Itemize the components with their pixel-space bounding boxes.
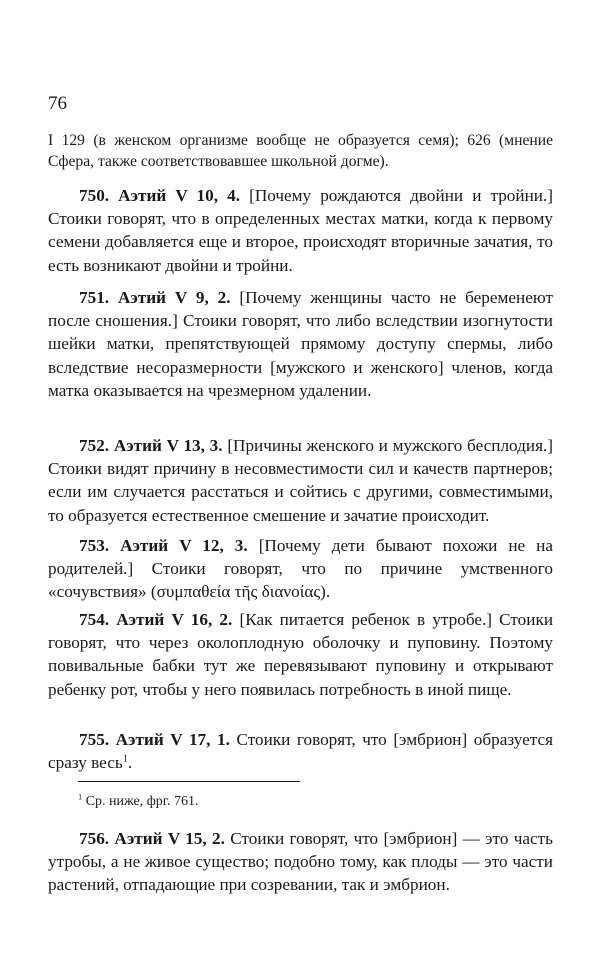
footnote-mark: 1 <box>78 792 83 802</box>
fragment-text: Стоики говорят, что [эмбрион] — это часть утробы, а не живое существо; подобно тому, как плоды — это части растений, отпадающие при созревании, так и эмбрион. <box>48 829 553 895</box>
footnote <box>78 792 478 812</box>
fragment-number: 756. Аэтий V 15, 2. <box>79 829 225 848</box>
lead-paragraph: I 129 (в женском организме вообще не образуется семя); 626 (мнение Сфера, также соответствовавшее школьной догме). <box>48 132 553 170</box>
fragment-number: 750. Аэтий V 10, 4. <box>79 186 240 205</box>
fragment-text: Стоики говорят, что [эмбрион] образуется сразу весь <box>48 730 554 773</box>
fragment-text: [Как питается ребенок в утробе.] Стоики говорят, что через околоплодную оболочку и пуповину. Поэтому повивальные бабки тут же перевязывают пуповину и открывают ребенку рот, чтобы у него появилась потребность в иной пище. <box>48 610 554 699</box>
fragment-number: 755. Аэтий V 17, 1. <box>79 730 230 749</box>
fragment-text: [Почему рождаются двойни и тройни.] Стоики говорят, что в определенных местах матки, когда к первому семени добавляется еще и второе, происходят вторичные зачатия, то есть возникают двойни и тройни. <box>48 186 553 275</box>
fragment-751 <box>48 286 553 402</box>
fragment-text: [Почему женщины часто не беременеют после сношения.] Стоики говорят, что либо вследствии изогнутости шейки матки, препятствующей прямому доступу спермы, либо вследствие несоразмерности [мужского и женского] членов, когда матка оказывается на чрезмерном удалении. <box>48 288 553 400</box>
footnote-text: Ср. ниже, фрг. 761. <box>85 794 199 809</box>
fragment-number: 752. Аэтий V 13, 3. <box>79 436 223 455</box>
fragment-755: 755. Аэтий V 17, 1. Стоики говорят, что [эмбрион] образуется сразу весь$^1$. <box>48 730 554 773</box>
page-number: 76 <box>48 93 67 114</box>
fragment-number: 751. Аэтий V 9, 2. <box>79 288 231 307</box>
footnote-reference[interactable]: 1 <box>122 753 128 765</box>
footnote-divider <box>78 781 300 782</box>
fragment-753 <box>48 534 553 604</box>
fragment-number: 754. Аэтий V 16, 2. <box>79 610 233 629</box>
fragment-754 <box>48 608 553 701</box>
fragment-number: 753. Аэтий V 12, 3. <box>79 536 248 555</box>
fragment-text: [Почему дети бывают похожи не на родителей.] Стоики говорят, что по причине умственного «сочувствия» (συμπαθεία τῆς διανοίας). <box>48 536 553 602</box>
fragment-750 <box>48 184 553 277</box>
fragment-756 <box>48 827 553 897</box>
fragment-752 <box>48 434 553 527</box>
fragment-text: [Причины женского и мужского бесплодия.] Стоики видят причину в несовместимости сил и качеств партнеров; если им случается расстаться и сойтись с другими, совместимыми, то образуется естественное смешение и зачатие происходит. <box>48 436 553 525</box>
